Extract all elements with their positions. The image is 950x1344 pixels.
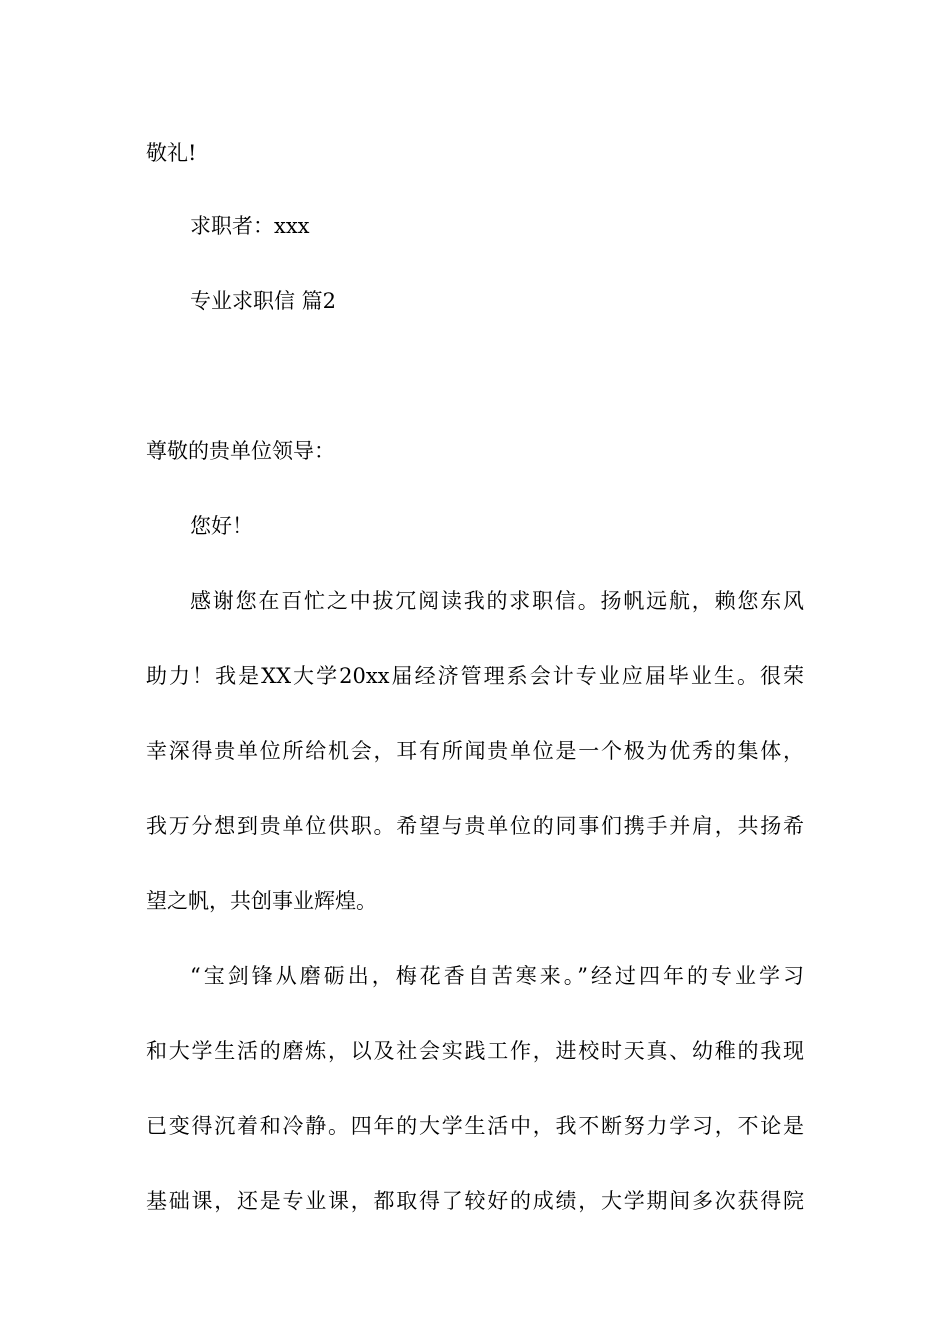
paragraph-line: “宝剑锋从磨砺出，梅花香自苦寒来。”经过四年的专业学习 (190, 964, 804, 988)
paragraph-line: 基础课，还是专业课，都取得了较好的成绩，大学期间多次获得院 (146, 1189, 804, 1213)
signature-text: 求职者：xxx (190, 214, 310, 238)
paragraph-line: 已变得沉着和冷静。四年的大学生活中，我不断努力学习，不论是 (146, 1114, 804, 1138)
paragraph-line: 和大学生活的磨炼，以及社会实践工作，进校时天真、幼稚的我现 (146, 1039, 804, 1063)
paragraph-line: 幸深得贵单位所给机会，耳有所闻贵单位是一个极为优秀的集体， (146, 739, 804, 763)
section-title: 专业求职信 篇2 (190, 289, 337, 313)
paragraph-line: 望之帆，共创事业辉煌。 (146, 889, 377, 913)
closing-text: 敬礼! (146, 141, 197, 165)
salutation-text: 尊敬的贵单位领导： (146, 439, 335, 463)
greeting-text: 您好！ (190, 514, 253, 538)
paragraph-line: 感谢您在百忙之中拔冗阅读我的求职信。扬帆远航，赖您东风 (190, 589, 804, 613)
paragraph-line: 我万分想到贵单位供职。希望与贵单位的同事们携手并肩，共扬希 (146, 814, 804, 838)
paragraph-line: 助力！我是XX大学20xx届经济管理系会计专业应届毕业生。很荣 (146, 664, 804, 688)
